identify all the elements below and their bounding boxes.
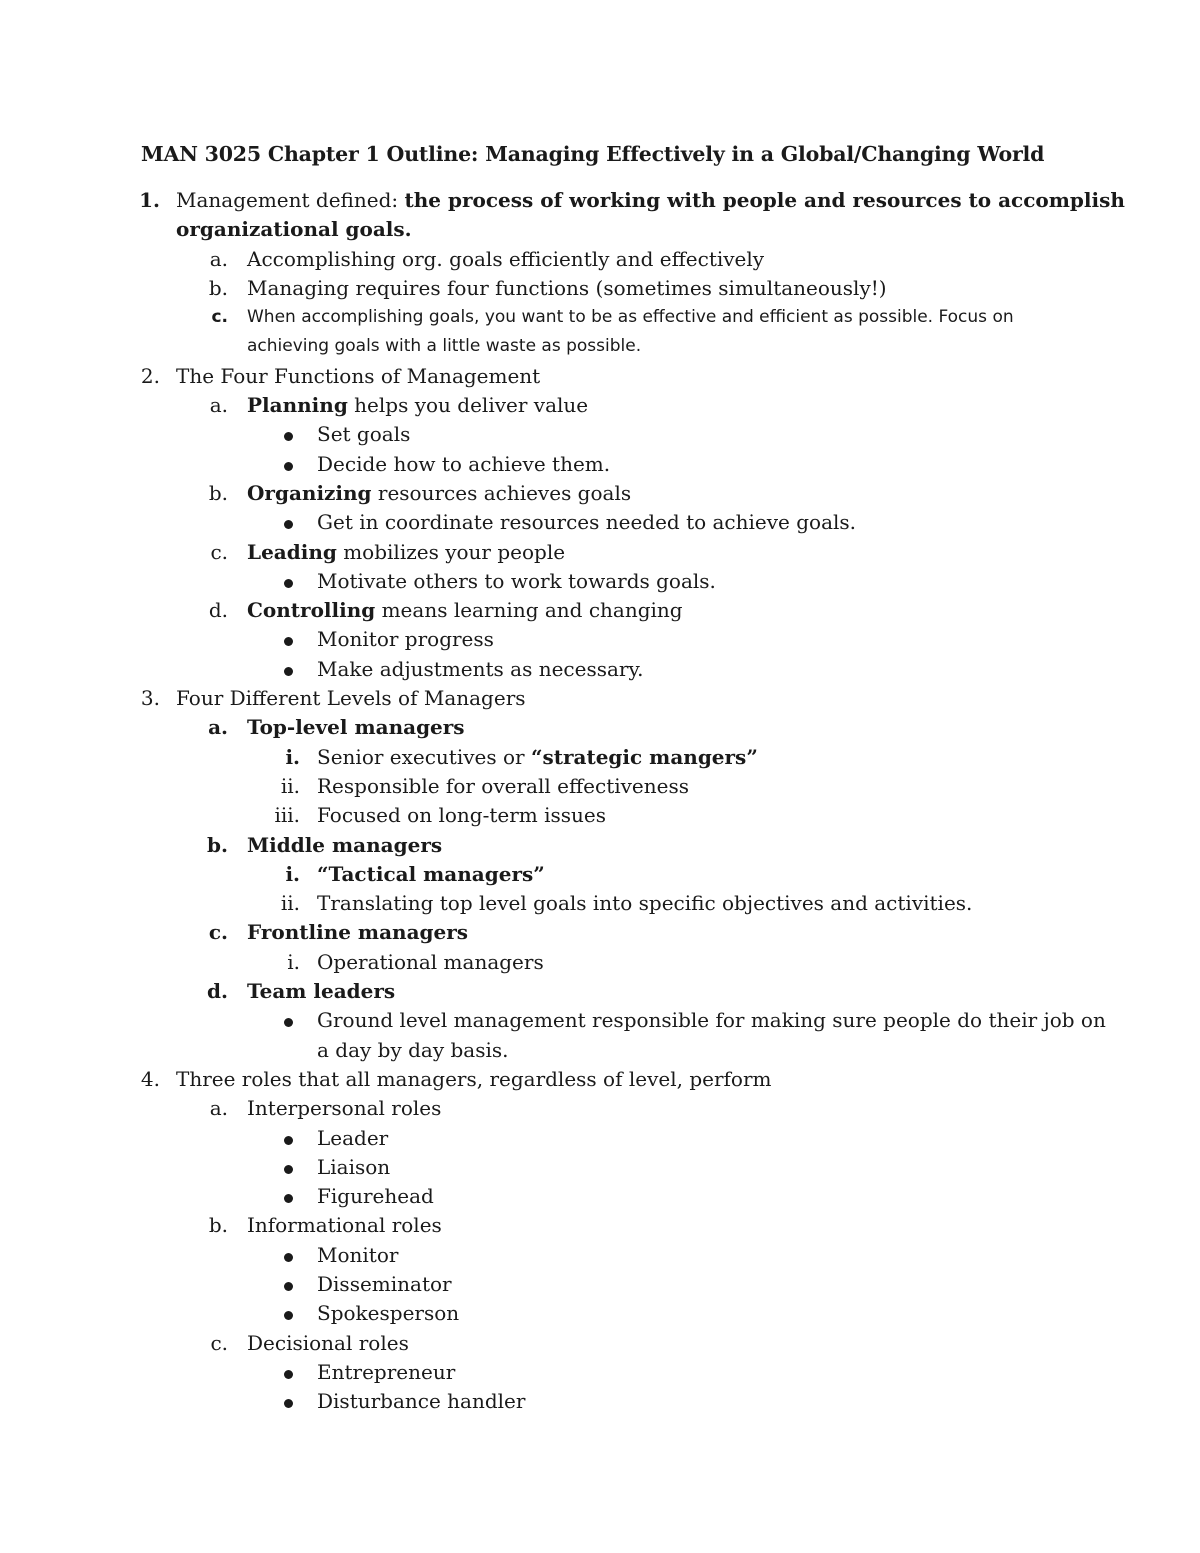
outline-item xyxy=(0,1299,1200,1328)
bullet-icon xyxy=(284,1018,293,1027)
item-text xyxy=(247,1094,441,1123)
bullet-icon xyxy=(284,462,293,471)
text-run: Make adjustments as necessary. xyxy=(317,656,644,681)
outline-item xyxy=(0,1006,1200,1035)
text-run: Leader xyxy=(317,1125,389,1150)
list-marker: c. xyxy=(210,1330,228,1355)
item-text xyxy=(317,1241,398,1270)
bullet-icon xyxy=(284,1311,293,1320)
outline-item xyxy=(0,1387,1200,1416)
outline-item xyxy=(0,1153,1200,1182)
item-text xyxy=(247,332,641,361)
item-text xyxy=(247,538,565,567)
item-text xyxy=(176,362,540,391)
outline-item xyxy=(0,860,1200,889)
text-run: Figurehead xyxy=(317,1184,434,1209)
outline-item xyxy=(0,918,1200,947)
item-text xyxy=(317,450,610,479)
outline-item xyxy=(0,1094,1200,1123)
list-marker: ii. xyxy=(280,773,300,798)
item-text xyxy=(247,977,395,1006)
outline-item xyxy=(0,1211,1200,1240)
item-text xyxy=(247,479,631,508)
text-run: Three roles that all managers, regardless of level, perform xyxy=(176,1066,772,1091)
item-text xyxy=(317,1182,434,1211)
outline-item xyxy=(0,1124,1200,1153)
bold-text-run: Organizing xyxy=(247,480,372,505)
bold-text-run: Team leaders xyxy=(247,979,396,1004)
item-text xyxy=(247,245,764,274)
text-run: Liaison xyxy=(317,1154,391,1179)
text-run: Four Different Levels of Managers xyxy=(176,686,526,711)
text-run: means learning and changing xyxy=(375,598,683,623)
outline-item xyxy=(0,1358,1200,1387)
list-marker: 4. xyxy=(140,1066,160,1091)
list-marker: b. xyxy=(208,1213,228,1238)
text-run: Motivate others to work towards goals. xyxy=(317,568,716,593)
item-text xyxy=(247,596,683,625)
list-marker: c. xyxy=(210,539,228,564)
item-text xyxy=(247,274,887,303)
outline-item xyxy=(0,1065,1200,1094)
text-run: Entrepreneur xyxy=(317,1359,456,1384)
outline-item xyxy=(0,977,1200,1006)
list-marker: d. xyxy=(208,598,228,623)
item-text xyxy=(317,1270,452,1299)
text-run: Senior executives or xyxy=(317,744,531,769)
bold-text-run: Middle managers xyxy=(247,832,443,857)
text-run: achieving goals with a little waste as possible. xyxy=(247,336,642,357)
item-text xyxy=(317,1299,459,1328)
bold-text-run: Frontline managers xyxy=(247,920,469,945)
list-marker: i. xyxy=(285,744,300,769)
outline-item xyxy=(0,801,1200,830)
bullet-icon xyxy=(284,637,293,646)
text-run: Interpersonal roles xyxy=(247,1096,442,1121)
outline-item xyxy=(0,303,1200,332)
outline-item xyxy=(0,743,1200,772)
bullet-icon xyxy=(284,1194,293,1203)
bold-text-run: the process of working with people and resources to accomplish xyxy=(404,188,1125,212)
item-text xyxy=(317,508,856,537)
item-text xyxy=(317,772,689,801)
outline-item xyxy=(0,186,1200,215)
text-run: Decide how to achieve them. xyxy=(317,451,611,476)
item-text xyxy=(176,186,1125,215)
text-run: Informational roles xyxy=(247,1213,442,1238)
bullet-icon xyxy=(284,667,293,676)
text-run: a day by day basis. xyxy=(317,1037,509,1062)
text-run: Managing requires four functions (sometimes simultaneously!) xyxy=(247,275,887,300)
item-text xyxy=(176,684,526,713)
outline-item-continuation xyxy=(0,215,1200,244)
bullet-icon xyxy=(284,1136,293,1145)
bullet-icon xyxy=(284,1165,293,1174)
outline-item xyxy=(0,391,1200,420)
list-marker: ii. xyxy=(280,891,300,916)
bullet-icon xyxy=(284,1282,293,1291)
text-run: Disseminator xyxy=(317,1271,452,1296)
outline-item-continuation xyxy=(0,332,1200,361)
list-marker: a. xyxy=(209,1096,228,1121)
bold-text-run: Top-level managers xyxy=(247,715,465,740)
list-marker: c. xyxy=(211,307,228,328)
item-text xyxy=(317,1036,509,1065)
bullet-icon xyxy=(284,432,293,441)
text-run: Management defined: xyxy=(176,188,405,212)
text-run: Spokesperson xyxy=(317,1301,460,1326)
outline-item xyxy=(0,450,1200,479)
item-text xyxy=(247,1211,442,1240)
text-run: Operational managers xyxy=(317,949,544,974)
text-run: Focused on long-term issues xyxy=(317,803,606,828)
bold-text-run: organizational goals. xyxy=(176,217,412,242)
outline-item xyxy=(0,713,1200,742)
text-run: Monitor progress xyxy=(317,627,494,652)
list-marker: d. xyxy=(207,979,228,1004)
list-marker: i. xyxy=(287,949,300,974)
text-run: Accomplishing org. goals efficiently and effectively xyxy=(247,246,765,271)
bold-text-run: “Tactical managers” xyxy=(317,861,545,886)
list-marker: i. xyxy=(285,861,300,886)
item-text xyxy=(317,655,643,684)
list-marker: b. xyxy=(207,832,228,857)
text-run: The Four Functions of Management xyxy=(176,363,541,388)
outline-item xyxy=(0,655,1200,684)
text-run: helps you deliver value xyxy=(347,393,589,418)
item-text xyxy=(317,625,494,654)
list-marker: iii. xyxy=(274,803,300,828)
outline-item xyxy=(0,420,1200,449)
item-text xyxy=(247,918,468,947)
bold-text-run: Leading xyxy=(247,539,337,564)
text-run: Responsible for overall effectiveness xyxy=(317,773,690,798)
item-text xyxy=(176,1065,772,1094)
outline-item xyxy=(0,948,1200,977)
list-marker: c. xyxy=(208,920,228,945)
outline-item xyxy=(0,1241,1200,1270)
item-text xyxy=(317,948,544,977)
outline-list xyxy=(0,186,1200,1416)
outline-item xyxy=(0,479,1200,508)
bullet-icon xyxy=(284,579,293,588)
outline-item xyxy=(0,508,1200,537)
outline-item xyxy=(0,538,1200,567)
outline-item xyxy=(0,596,1200,625)
outline-item xyxy=(0,567,1200,596)
outline-item xyxy=(0,684,1200,713)
list-marker: a. xyxy=(209,246,228,271)
item-text xyxy=(317,1358,455,1387)
text-run: resources achieves goals xyxy=(371,480,632,505)
outline-item xyxy=(0,1329,1200,1358)
item-text xyxy=(317,889,972,918)
text-run: Translating top level goals into specific objectives and activities. xyxy=(317,891,973,916)
bold-text-run: Controlling xyxy=(247,598,376,623)
text-run: Ground level management responsible for making sure people do their job on xyxy=(317,1008,1106,1033)
outline-item xyxy=(0,889,1200,918)
item-text xyxy=(247,1329,409,1358)
list-marker: 1. xyxy=(139,188,160,212)
item-text xyxy=(317,860,545,889)
bold-text-run: “strategic mangers” xyxy=(530,744,758,769)
list-marker: b. xyxy=(208,480,228,505)
item-text xyxy=(247,831,442,860)
item-text xyxy=(176,215,412,244)
item-text xyxy=(317,1387,525,1416)
text-run: mobilizes your people xyxy=(336,539,566,564)
outline-item xyxy=(0,1270,1200,1299)
item-text xyxy=(317,567,716,596)
bullet-icon xyxy=(284,1370,293,1379)
item-text xyxy=(317,420,410,449)
item-text xyxy=(317,1124,388,1153)
list-marker: 2. xyxy=(140,363,160,388)
outline-item xyxy=(0,274,1200,303)
list-marker: a. xyxy=(209,393,228,418)
outline-item xyxy=(0,625,1200,654)
item-text xyxy=(247,713,465,742)
item-text xyxy=(247,303,1014,332)
text-run: Disturbance handler xyxy=(317,1389,526,1414)
bold-text-run: Planning xyxy=(247,393,348,418)
item-text xyxy=(317,743,758,772)
bullet-icon xyxy=(284,520,293,529)
list-marker: 3. xyxy=(140,686,160,711)
outline-item xyxy=(0,245,1200,274)
text-run: When accomplishing goals, you want to be as effective and efficient as possible. Focus on xyxy=(247,307,1014,328)
item-text xyxy=(247,391,588,420)
outline-item xyxy=(0,1182,1200,1211)
item-text xyxy=(317,1006,1106,1035)
item-text xyxy=(317,801,606,830)
text-run: Monitor xyxy=(317,1242,399,1267)
list-marker: b. xyxy=(208,275,228,300)
document-title: MAN 3025 Chapter 1 Outline: Managing Effectively in a Global/Changing World xyxy=(141,142,1045,166)
bullet-icon xyxy=(284,1399,293,1408)
outline-item xyxy=(0,772,1200,801)
outline-item xyxy=(0,362,1200,391)
list-marker: a. xyxy=(208,715,228,740)
outline-item xyxy=(0,831,1200,860)
bullet-icon xyxy=(284,1253,293,1262)
text-run: Decisional roles xyxy=(247,1330,409,1355)
text-run: Get in coordinate resources needed to achieve goals. xyxy=(317,510,857,535)
outline-item-continuation xyxy=(0,1036,1200,1065)
item-text xyxy=(317,1153,390,1182)
text-run: Set goals xyxy=(317,422,411,447)
